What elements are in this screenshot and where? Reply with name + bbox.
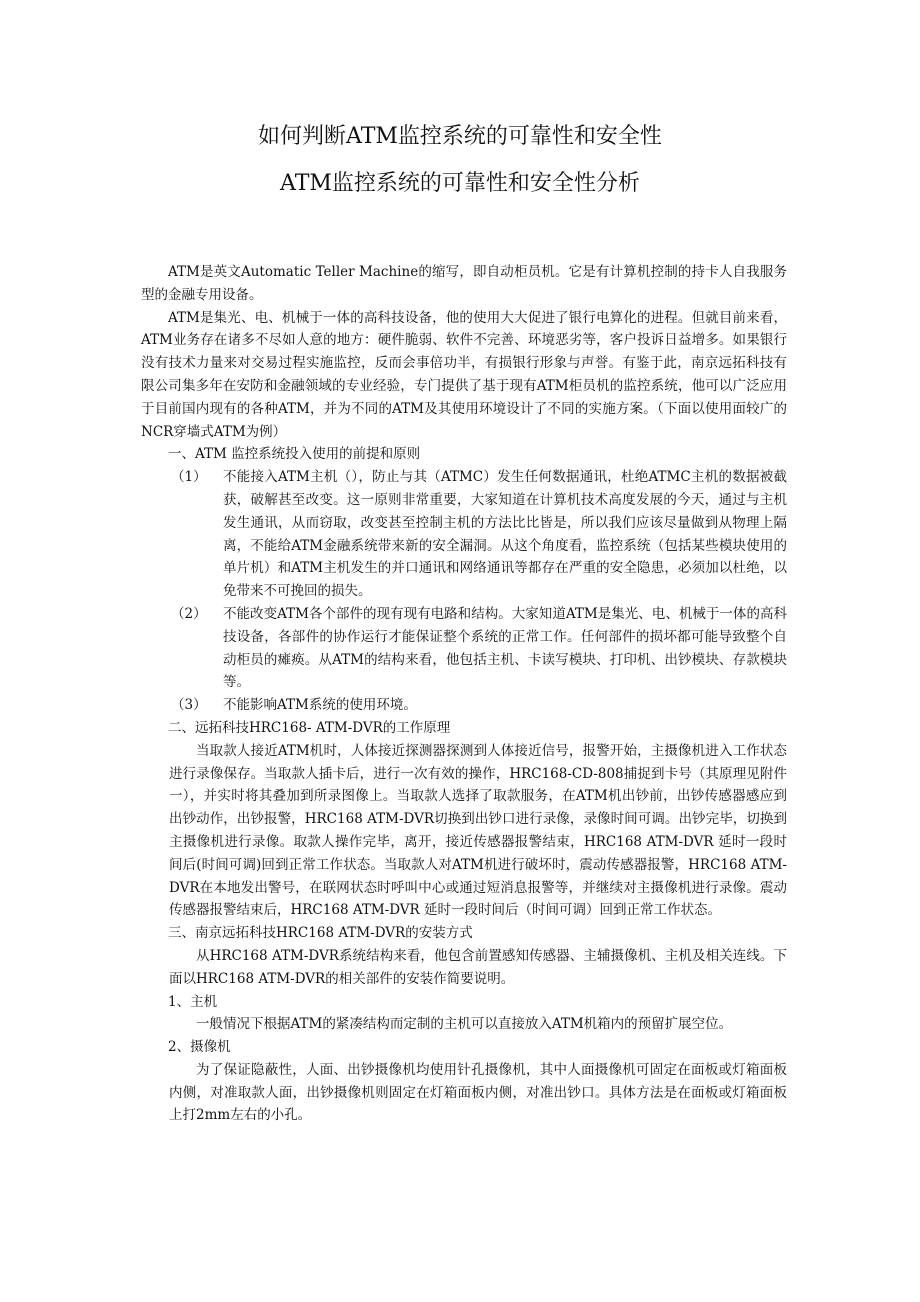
list-item-number: （3）	[171, 697, 207, 714]
section-heading-1: 一、ATM 监控系统投入使用的前提和原则	[168, 446, 421, 463]
list-item	[141, 466, 787, 603]
list-item-text: 不能改变ATM各个部件的现有现有电路和结构。大家知道ATM是集光、电、机械于一体的高科技设备，各部件的协作运行才能保证整个系统的正常工作。任何部件的损坏都可能导致整个自动柜员的瘫痪。从ATM的结构来看，他包括主机、卡读写模块、打印机、出钞模块、存款模块等。	[223, 605, 787, 691]
document-subtitle: ATM监控系统的可靠性和安全性分析	[280, 171, 640, 196]
paragraph-host: 一般情况下根据ATM的紧凑结构而定制的主机可以直接放入ATM机箱内的预留扩展空位。	[196, 1016, 733, 1033]
section-heading-2: 二、远拓科技HRC168- ATM-DVR的工作原理	[168, 719, 451, 736]
subsection-heading-host: 1、主机	[168, 993, 218, 1010]
section-heading-3: 三、南京远拓科技HRC168 ATM-DVR的安装方式	[168, 925, 473, 942]
paragraph-working-principle: 当取款人接近ATM机时，人体接近探测器探测到人体接近信号，报警开始，主摄像机进入工作状态进行录像保存。当取款人插卡后，进行一次有效的操作，HRC168-CD-808捕捉到卡号（其原理见附件一），并实时将其叠加到所录图像上。当取款人选择了取款服务，在ATM机出钞前，出钞传感器感应到出钞动作，出钞报警，HRC168 ATM-DVR切换到出钞口进行录像，录像时间可调。出钞完毕，切换到主摄像机进行录像。取款人操作完毕，离开，接近传感器报警结束，HRC168 ATM-DVR 延时一段时间后(时间可调)回到正常工作状态。当取款人对ATM机进行破坏时，震动传感器报警，HRC168 ATM-DVR在本地发出警号，在联网状态时呼叫中心或通过短消息报警等，并继续对主摄像机进行录像。震动传感器报警结束后，HRC168 ATM-DVR 延时一段时间后（时间可调）回到正常工作状态。	[169, 742, 787, 919]
list-item	[141, 603, 787, 694]
paragraph-intro: ATM是英文Automatic Teller Machine的缩写，即自动柜员机。它是有计算机控制的持卡人自我服务型的金融专用设备。	[141, 264, 787, 303]
paragraph-installation: 从HRC168 ATM-DVR系统结构来看，他包含前置感知传感器、主辅摄像机、主机及相关连线。下面以HRC168 ATM-DVR的相关部件的安装作简要说明。	[169, 947, 787, 987]
subsection-heading-camera: 2、摄像机	[168, 1039, 231, 1056]
list-item-text: 不能影响ATM系统的使用环境。	[223, 697, 417, 714]
list-item	[141, 694, 787, 717]
document-title: 如何判断ATM监控系统的可靠性和安全性	[258, 124, 662, 149]
document-body	[141, 261, 787, 1127]
list-item-text: 不能接入ATM主机（），防止与其（ATMC）发生任何数据通讯，杜绝ATMC主机的数据被截获，破解甚至改变。这一原则非常重要，大家知道在计算机技术高度发展的今天，通过与主机发生通讯，从而窃取，改变甚至控制主机的方法比比皆是，所以我们应该尽量做到从物理上隔离，不能给ATM金融系统带来新的安全漏洞。从这个角度看，监控系统（包括某些模块使用的单片机）和ATM主机发生的并口通讯和网络通讯等都存在严重的安全隐患，必须加以杜绝，以免带来不可挽回的损失。	[223, 469, 787, 600]
paragraph-camera: 为了保证隐蔽性，人面、出钞摄像机均使用针孔摄像机，其中人面摄像机可固定在面板或灯箱面板内侧，对准取款人面，出钞摄像机则固定在灯箱面板内侧，对准出钞口。具体方法是在面板或灯箱面板上打2mm左右的小孔。	[169, 1061, 787, 1124]
list-item-number: （2）	[171, 605, 207, 622]
list-item-number: （1）	[171, 469, 207, 486]
paragraph-atm-description: ATM是集光、电、机械于一体的高科技设备，他的使用大大促进了银行电算化的进程。但就目前来看，ATM业务存在诸多不尽如人意的地方：硬件脆弱、软件不完善、环境恶劣等，客户投诉日益增多。如果银行没有技术力量来对交易过程实施监控，反而会事倍功半，有损银行形象与声誉。有鉴于此，南京远拓科技有限公司集多年在安防和金融领域的专业经验，专门提供了基于现有ATM柜员机的监控系统，他可以广泛应用于目前国内现有的各种ATM，并为不同的ATM及其使用环境设计了不同的实施方案。（下面以使用面较广的NCR穿墙式ATM为例）	[141, 309, 787, 440]
